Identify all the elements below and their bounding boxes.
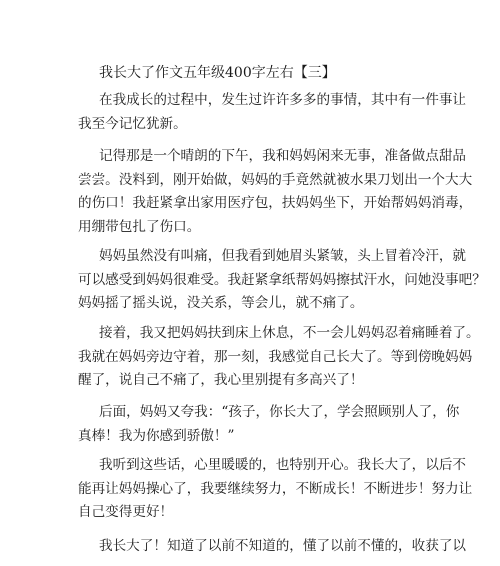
paragraph-line: 我就在妈妈旁边守着，那一刻，我感觉自己长大了。等到傍晚妈妈 — [78, 348, 473, 365]
paragraph-line: 记得那是一个晴朗的下午，我和妈妈闲来无事，准备做点甜品 — [99, 148, 467, 164]
paragraph-line: 我至今记忆犹新。 — [78, 115, 187, 132]
paragraph-line: 接着，我又把妈妈扶到床上休息，不一会儿妈妈忍着痛睡着了。 — [99, 325, 480, 341]
paragraph-line: 真棒！我为你感到骄傲！” — [78, 427, 235, 444]
paragraph — [78, 145, 473, 239]
paragraph-line: 在我成长的过程中，发生过许许多多的事情，其中有一件事让 — [99, 92, 467, 108]
paragraph — [78, 535, 467, 559]
paragraph-line: 尝尝。没料到，刚开始做，妈妈的手竟然就被水果刀划出一个大大 — [78, 171, 473, 188]
document-title: 我长大了作文五年级400字左右【三】 — [99, 65, 336, 81]
paragraph-line: 醒了，说自己不痛了，我心里别提有多高兴了！ — [78, 372, 364, 388]
paragraph-line: 我听到这些话，心里暖暖的，也特别开心。我长大了，以后不 — [99, 457, 467, 473]
paragraph-line: 可以感受到妈妈很难受。我赶紧拿纸帮妈妈擦拭汗水，问她没事吧？ — [78, 271, 486, 288]
paragraph — [78, 454, 473, 525]
paragraph-line: 能再让妈妈操心了，我要继续努力，不断成长！不断进步！努力让 — [78, 480, 473, 497]
paragraph-line: 自己变得更好！ — [78, 504, 174, 520]
paragraph-line: 后面，妈妈又夸我：“孩子，你长大了，学会照顾别人了，你 — [99, 404, 460, 420]
paragraph-line: 的伤口！我赶紧拿出家用医疗包，扶妈妈坐下，开始帮妈妈消毒， — [78, 195, 473, 211]
paragraph-line: 用绷带包扎了伤口。 — [78, 218, 201, 235]
paragraph — [78, 245, 486, 316]
paragraph-line: 妈妈虽然没有叫痛，但我看到她眉头紧皱，头上冒着冷汗，就 — [99, 248, 467, 264]
paragraph — [78, 322, 480, 393]
paragraph-line: 妈妈摇了摇头说，没关系，等会儿，就不痛了。 — [78, 295, 364, 311]
paragraph — [78, 401, 460, 448]
paragraph — [78, 89, 467, 136]
paragraph-line: 我长大了！知道了以前不知道的，懂了以前不懂的，收获了以 — [99, 538, 467, 554]
